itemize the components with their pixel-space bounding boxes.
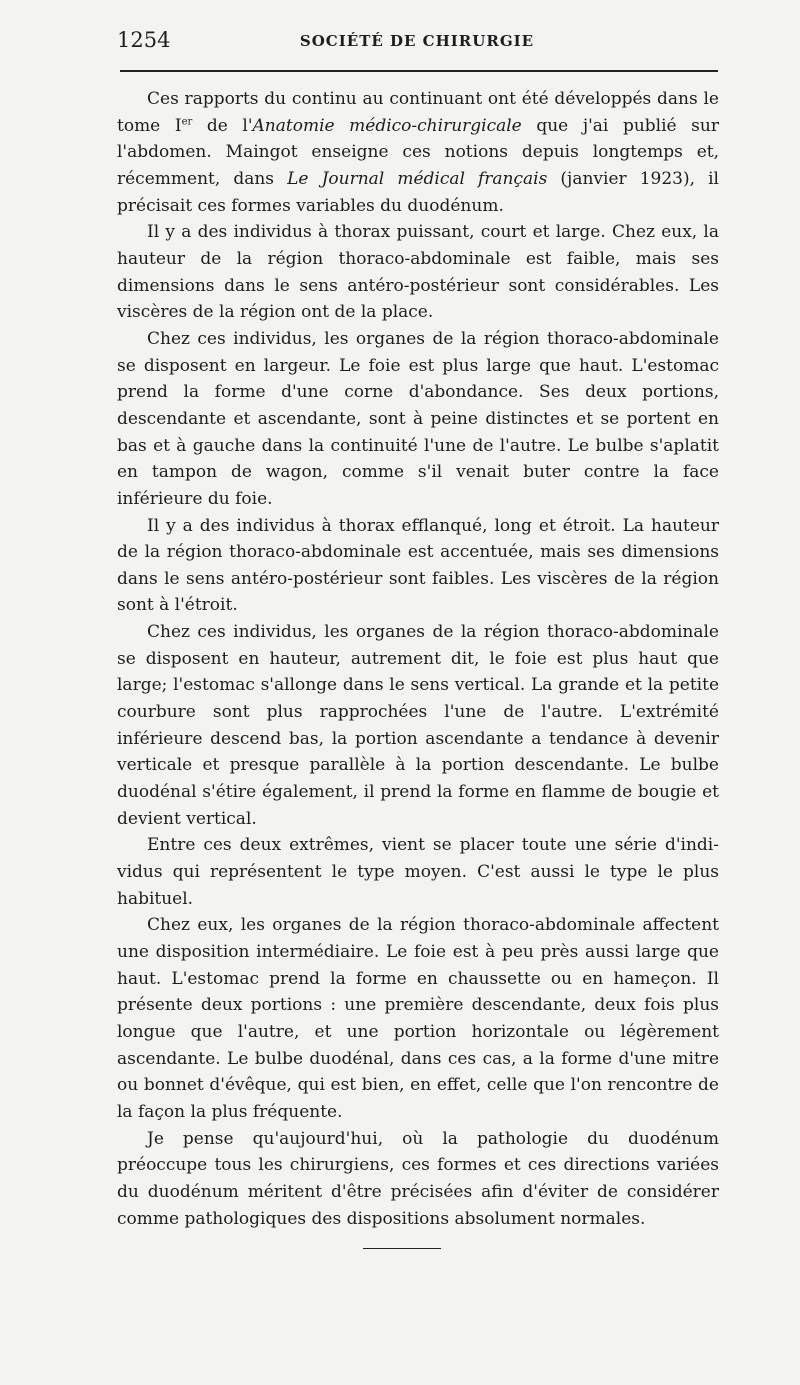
paragraph-1 bbox=[117, 86, 719, 219]
article-body bbox=[117, 86, 719, 1232]
p1-text-b: de l' bbox=[192, 115, 253, 136]
paragraph-2: Il y a des individus à thorax puissant, court et large. Chez eux, la hauteur de la région thoraco-abdominale est faible, mais ses dimensions dans le sens antéro-postérieur sont considérables. Les viscères de la région ont de la place. bbox=[117, 222, 719, 323]
end-rule bbox=[363, 1248, 441, 1249]
p1-text-c: que j'ai publié sur l'abdomen. Maingot enseigne ces notions depuis longtemps et, récemment, dans bbox=[117, 115, 719, 189]
paragraph-4: Il y a des individus à thorax efflanqué, long et étroit. La hauteur de la région thoraco-abdominale est accentuée, mais ses dimensions dans le sens antéro-postérieur sont faibles. Les viscères de la région sont à l'étroit. bbox=[117, 515, 719, 616]
p1-text-a: Ces rapports du continu au continuant ont été développés dans le tome I bbox=[117, 89, 719, 136]
page-header bbox=[117, 28, 717, 56]
p1-text-d: (janvier 1923), il précisait ces formes variables du duodénum. bbox=[117, 168, 719, 216]
running-title: SOCIÉTÉ DE CHIRURGIE bbox=[299, 32, 535, 50]
paragraph-3: Chez ces individus, les organes de la région thoraco-abdominale se disposent en largeur. Le foie est plus large que haut. L'estomac prend la forme d'une corne d'abondance. Ses deux portions, descendante et ascendante, sont à peine distinctes et se portent en bas et à gauche dans la continuité l'une de l'autre. Le bulbe s'aplatit en tampon de wagon, comme s'il venait buter contre la face inférieure du foie. bbox=[117, 328, 719, 509]
paragraph-8: Je pense qu'aujourd'hui, où la pathologie du duodénum préoccupe tous les chirurgiens, ces formes et ces directions variées du duodénum méritent d'être précisées afin d'éviter de considérer comme pathologiques des dispositions absolument normales. bbox=[117, 1128, 719, 1229]
paragraph-6: Entre ces deux extrêmes, vient se placer toute une série d'individus qui représentent le type moyen. C'est aussi le type le plus habituel. bbox=[117, 835, 719, 909]
p1-book-title: Anatomie médico-chirurgicale bbox=[252, 115, 522, 136]
page-number: 1254 bbox=[117, 28, 171, 52]
header-rule bbox=[120, 70, 718, 72]
paragraph-5: Chez ces individus, les organes de la région thoraco-abdominale se disposent en hauteur, autrement dit, le foie est plus haut que large; l'estomac s'allonge dans le sens vertical. La grande et la petite courbure sont plus rapprochées l'une de l'autre. L'extrémité inférieure descend bas, la portion ascendante a tendance à devenir verticale et presque parallèle à la portion descendante. Le bulbe duodénal s'étire également, il prend la forme en flamme de bougie et devient vertical. bbox=[117, 622, 719, 829]
paragraph-7: Chez eux, les organes de la région thoraco-abdominale affectent une disposition intermédiaire. Le foie est à peu près aussi large que haut. L'estomac prend la forme en chaussette ou en hameçon. Il présente deux portions : une première descendante, deux fois plus longue que l'autre, et une portion horizontale ou légèrement ascendante. Le bulbe duodénal, dans ces cas, a la forme d'une mitre ou bonnet d'évêque, qui est bien, en effet, celle que l'on rencontre de la façon la plus fréquente. bbox=[117, 915, 719, 1122]
p1-superscript: er bbox=[181, 116, 193, 127]
p1-journal-title: Le Journal médical français bbox=[287, 168, 548, 189]
